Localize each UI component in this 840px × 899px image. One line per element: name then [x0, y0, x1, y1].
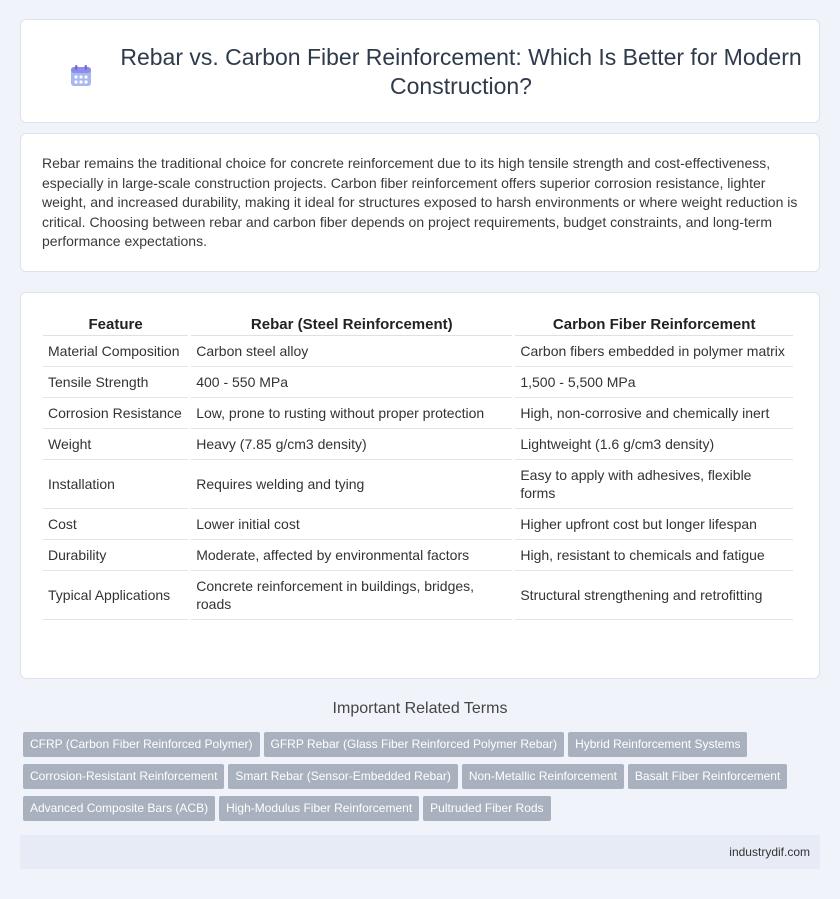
footer [20, 835, 820, 869]
table-row [43, 336, 793, 367]
page-title: Rebar vs. Carbon Fiber Reinforcement: Which Is Better for Modern Construction? [120, 44, 802, 99]
comparison-table [40, 314, 796, 620]
feature-cell: Installation [43, 460, 188, 509]
calendar-icon [69, 64, 93, 88]
title-card [20, 19, 820, 123]
header-feature: Feature [43, 314, 188, 336]
footer-site-link[interactable]: industrydif.com [729, 845, 810, 859]
table-row [43, 571, 793, 620]
rebar-cell: Heavy (7.85 g/cm3 density) [191, 429, 512, 460]
related-terms-heading: Important Related Terms [332, 700, 508, 717]
table-row [43, 540, 793, 571]
table-row [43, 460, 793, 509]
rebar-cell: Lower initial cost [191, 509, 512, 540]
related-term-tag[interactable]: Pultruded Fiber Rods [423, 796, 550, 821]
rebar-cell: Moderate, affected by environmental factors [191, 540, 512, 571]
related-term-tag[interactable]: GFRP Rebar (Glass Fiber Reinforced Polymer Rebar) [264, 732, 565, 757]
related-term-tag[interactable]: Basalt Fiber Reinforcement [628, 764, 787, 789]
related-terms-list [23, 732, 813, 828]
related-term-tag[interactable]: Hybrid Reinforcement Systems [568, 732, 747, 757]
table-row [43, 429, 793, 460]
related-term-tag[interactable]: Advanced Composite Bars (ACB) [23, 796, 215, 821]
feature-cell: Durability [43, 540, 188, 571]
carbon-fiber-cell: Lightweight (1.6 g/cm3 density) [515, 429, 793, 460]
feature-cell: Material Composition [43, 336, 188, 367]
feature-cell: Tensile Strength [43, 367, 188, 398]
related-term-tag[interactable]: Non-Metallic Reinforcement [462, 764, 624, 789]
header-carbon-fiber: Carbon Fiber Reinforcement [515, 314, 793, 336]
rebar-cell: Requires welding and tying [191, 460, 512, 509]
rebar-cell: Concrete reinforcement in buildings, bridges, roads [191, 571, 512, 620]
feature-cell: Cost [43, 509, 188, 540]
feature-cell: Corrosion Resistance [43, 398, 188, 429]
related-term-tag[interactable]: Smart Rebar (Sensor-Embedded Rebar) [228, 764, 457, 789]
comparison-table-card [20, 292, 820, 679]
rebar-cell: 400 - 550 MPa [191, 367, 512, 398]
related-term-tag[interactable]: High-Modulus Fiber Reinforcement [219, 796, 419, 821]
feature-cell: Typical Applications [43, 571, 188, 620]
carbon-fiber-cell: High, non-corrosive and chemically inert [515, 398, 793, 429]
carbon-fiber-cell: Easy to apply with adhesives, flexible forms [515, 460, 793, 509]
intro-paragraph: Rebar remains the traditional choice for concrete reinforcement due to its high tensile strength and cost-effectiveness, especially in large-scale construction projects. Carbon fiber reinforcement offers superior corrosion resistance, lighter weight, and increased durability, making it ideal for structures exposed to harsh environments or where weight reduction is critical. Choosing between rebar and carbon fiber depends on project requirements, budget constraints, and long-term performance expectations. [42, 155, 798, 249]
carbon-fiber-cell: Higher upfront cost but longer lifespan [515, 509, 793, 540]
carbon-fiber-cell: Structural strengthening and retrofitting [515, 571, 793, 620]
table-row [43, 367, 793, 398]
related-term-tag[interactable]: Corrosion-Resistant Reinforcement [23, 764, 224, 789]
carbon-fiber-cell: Carbon fibers embedded in polymer matrix [515, 336, 793, 367]
table-row [43, 398, 793, 429]
feature-cell: Weight [43, 429, 188, 460]
table-row [43, 509, 793, 540]
related-term-tag[interactable]: CFRP (Carbon Fiber Reinforced Polymer) [23, 732, 260, 757]
header-rebar: Rebar (Steel Reinforcement) [191, 314, 512, 336]
carbon-fiber-cell: High, resistant to chemicals and fatigue [515, 540, 793, 571]
rebar-cell: Carbon steel alloy [191, 336, 512, 367]
intro-card [20, 133, 820, 272]
table-header-row [43, 314, 793, 336]
rebar-cell: Low, prone to rusting without proper protection [191, 398, 512, 429]
carbon-fiber-cell: 1,500 - 5,500 MPa [515, 367, 793, 398]
